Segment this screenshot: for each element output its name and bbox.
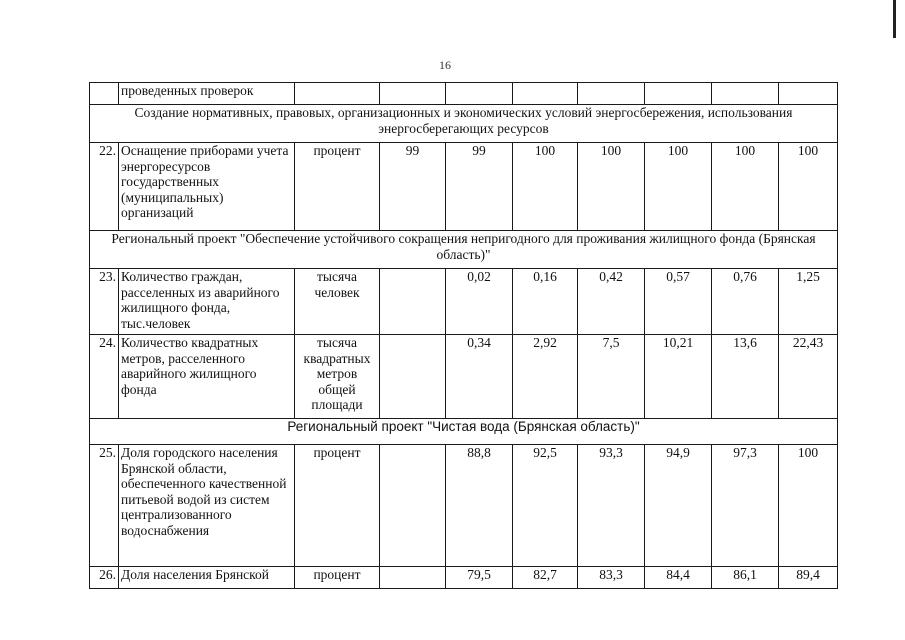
value-cell: 99 (380, 143, 446, 231)
page-number: 16 (439, 58, 451, 72)
indicator-name: Доля городского населения Брянской области, обеспеченного качественной питьевой водой из систем централизованного водоснабжения (119, 445, 295, 567)
value-cell: 79,5 (446, 567, 513, 589)
table-row (90, 269, 838, 335)
value-cell (380, 335, 446, 419)
value-cell: 22,43 (779, 335, 838, 419)
indicator-name: проведенных проверок (119, 83, 295, 105)
unit-cell: процент (295, 143, 380, 231)
value-cell: 86,1 (712, 567, 779, 589)
unit-cell: тысяча квадратных метров общей площади (295, 335, 380, 419)
value-cell: 1,25 (779, 269, 838, 335)
value-cell (513, 83, 578, 105)
table-row (90, 567, 838, 589)
unit-cell: процент (295, 567, 380, 589)
value-cell (779, 83, 838, 105)
table-row (90, 83, 838, 105)
value-cell: 13,6 (712, 335, 779, 419)
value-cell (380, 567, 446, 589)
table-row (90, 445, 838, 567)
value-cell (712, 83, 779, 105)
value-cell: 82,7 (513, 567, 578, 589)
value-cell: 84,4 (645, 567, 712, 589)
value-cell: 0,02 (446, 269, 513, 335)
value-cell: 83,3 (578, 567, 645, 589)
unit-cell (295, 83, 380, 105)
value-cell (380, 445, 446, 567)
unit-cell: тысяча человек (295, 269, 380, 335)
value-cell: 100 (578, 143, 645, 231)
value-cell: 99 (446, 143, 513, 231)
indicator-name: Количество квадратных метров, расселенного аварийного жилищного фонда (119, 335, 295, 419)
value-cell (446, 83, 513, 105)
indicator-name: Оснащение приборами учета энергоресурсов государственных (муниципальных) организаций (119, 143, 295, 231)
row-number (90, 83, 119, 105)
value-cell: 7,5 (578, 335, 645, 419)
value-cell: 89,4 (779, 567, 838, 589)
value-cell (645, 83, 712, 105)
section-row (90, 231, 838, 269)
row-number: 22. (90, 143, 119, 231)
unit-cell: процент (295, 445, 380, 567)
value-cell: 100 (645, 143, 712, 231)
row-number: 26. (90, 567, 119, 589)
scan-edge-mark (893, 0, 896, 38)
value-cell (380, 269, 446, 335)
value-cell: 0,16 (513, 269, 578, 335)
value-cell: 94,9 (645, 445, 712, 567)
value-cell: 100 (779, 445, 838, 567)
row-number: 24. (90, 335, 119, 419)
value-cell: 100 (513, 143, 578, 231)
value-cell: 0,57 (645, 269, 712, 335)
section-heading: Региональный проект "Обеспечение устойчивого сокращения непригодного для проживания жилищного фонда (Брянская область)" (90, 231, 838, 269)
value-cell: 100 (779, 143, 838, 231)
value-cell: 2,92 (513, 335, 578, 419)
value-cell: 93,3 (578, 445, 645, 567)
value-cell: 92,5 (513, 445, 578, 567)
row-number: 25. (90, 445, 119, 567)
value-cell: 0,76 (712, 269, 779, 335)
indicators-table (89, 82, 838, 589)
value-cell: 100 (712, 143, 779, 231)
section-heading: Региональный проект "Чистая вода (Брянская область)" (90, 419, 838, 445)
section-heading: Создание нормативных, правовых, организационных и экономических условий энергосбережения, использования энергосберегающих ресурсов (90, 105, 838, 143)
table-row (90, 143, 838, 231)
row-number: 23. (90, 269, 119, 335)
section-row (90, 419, 838, 445)
value-cell: 88,8 (446, 445, 513, 567)
value-cell (380, 83, 446, 105)
indicator-name: Доля населения Брянской (119, 567, 295, 589)
value-cell: 97,3 (712, 445, 779, 567)
indicator-name: Количество граждан, расселенных из аварийного жилищного фонда, тыс.человек (119, 269, 295, 335)
table-row (90, 335, 838, 419)
value-cell: 0,34 (446, 335, 513, 419)
value-cell: 0,42 (578, 269, 645, 335)
section-row (90, 105, 838, 143)
value-cell (578, 83, 645, 105)
value-cell: 10,21 (645, 335, 712, 419)
